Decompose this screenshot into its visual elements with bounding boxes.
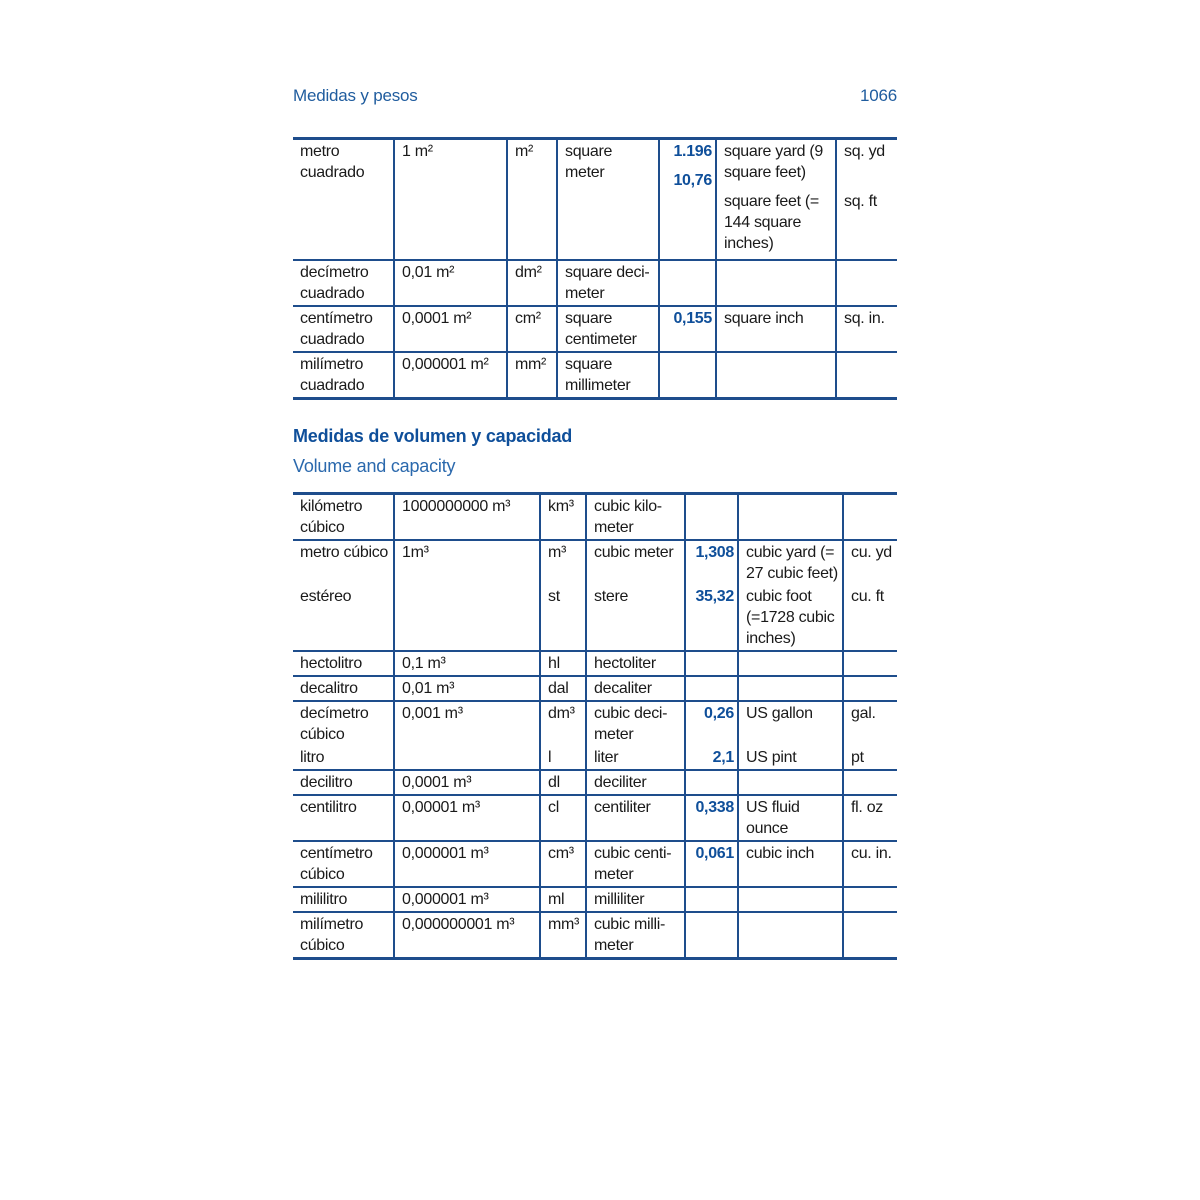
table-row (293, 795, 897, 841)
unit-symbol: st (540, 585, 586, 651)
english-name: milliliter (586, 887, 685, 912)
conversion-factor: 1,308 (685, 540, 738, 585)
metric-value: 0,000001 m³ (394, 887, 540, 912)
english-name: hectoliter (586, 651, 685, 676)
spanish-name: kilómetro cúbico (293, 494, 394, 541)
english-name: cubic centi-meter (586, 841, 685, 887)
imperial-unit: cubic foot (=1728 cubic inches) (738, 585, 843, 651)
spanish-name: milímetro cúbico (293, 912, 394, 959)
spanish-name: metro cuadrado (293, 139, 394, 261)
page-number: 1066 (859, 86, 897, 105)
spanish-name: decímetro cuadrado (293, 260, 394, 306)
unit-symbol: mm³ (540, 912, 586, 959)
unit-symbol: cl (540, 795, 586, 841)
chapter-title: Medidas y pesos (293, 86, 418, 105)
imperial-abbr: cu. ft (843, 585, 897, 651)
conversion-factor (685, 770, 738, 795)
metric-value: 0,01 m² (394, 260, 507, 306)
imperial-unit (716, 260, 836, 306)
english-name: cubic deci-meter (586, 701, 685, 746)
imperial-abbr (836, 352, 897, 399)
conversion-factor: 1.196 (673, 143, 712, 160)
imperial-abbr (843, 494, 897, 541)
imperial-abbr: cu. in. (843, 841, 897, 887)
metric-value: 1000000000 m³ (394, 494, 540, 541)
running-head (293, 86, 897, 106)
metric-value: 0,0001 m³ (394, 770, 540, 795)
conversion-factor (685, 651, 738, 676)
spanish-name: centímetro cuadrado (293, 306, 394, 352)
conversion-factor: 0,26 (685, 701, 738, 746)
metric-value: 0,000000001 m³ (394, 912, 540, 959)
imperial-abbr: cu. yd (843, 540, 897, 585)
imperial-unit: square inch (716, 306, 836, 352)
imperial-abbr: gal. (843, 701, 897, 746)
imperial-abbr (843, 651, 897, 676)
conversion-factor: 2,1 (685, 746, 738, 770)
imperial-abbr: sq. in. (836, 306, 897, 352)
english-name: cubic kilo-meter (586, 494, 685, 541)
unit-symbol: l (540, 746, 586, 770)
spanish-name: decalitro (293, 676, 394, 701)
imperial-unit: cubic inch (738, 841, 843, 887)
table-row (293, 352, 897, 399)
volume-table (293, 492, 897, 960)
english-name: square millimeter (557, 352, 659, 399)
unit-symbol: mm² (507, 352, 557, 399)
area-table (293, 137, 897, 400)
table-row (293, 260, 897, 306)
metric-value: 0,000001 m³ (394, 841, 540, 887)
metric-value: 0,1 m³ (394, 651, 540, 676)
imperial-unit: square yard (9 square feet) (724, 143, 823, 181)
english-name: square meter (557, 139, 659, 261)
unit-symbol: m² (507, 139, 557, 261)
spanish-name: hectolitro (293, 651, 394, 676)
conversion-factor: 0,061 (685, 841, 738, 887)
english-name: square deci-meter (557, 260, 659, 306)
imperial-abbr (843, 770, 897, 795)
table-row (293, 676, 897, 701)
unit-symbol: dm² (507, 260, 557, 306)
imperial-abbr (843, 676, 897, 701)
imperial-abbr (836, 260, 897, 306)
metric-value: 1 m² (394, 139, 507, 261)
english-name: cubic milli-meter (586, 912, 685, 959)
conversion-factor (685, 676, 738, 701)
table-row (293, 887, 897, 912)
english-name: cubic meter (586, 540, 685, 585)
imperial-abbr-cell (836, 139, 897, 261)
metric-value: 0,0001 m² (394, 306, 507, 352)
conversion-factor (685, 887, 738, 912)
conversion-factor (659, 352, 716, 399)
spanish-name: mililitro (293, 887, 394, 912)
conversion-factor: 35,32 (685, 585, 738, 651)
english-name: deciliter (586, 770, 685, 795)
spanish-name: litro (293, 746, 394, 770)
imperial-unit (738, 770, 843, 795)
unit-symbol: m³ (540, 540, 586, 585)
table-row (293, 494, 897, 541)
unit-symbol: ml (540, 887, 586, 912)
metric-value: 0,000001 m² (394, 352, 507, 399)
imperial-unit: square feet (= 144 square inches) (724, 193, 819, 252)
imperial-unit (738, 494, 843, 541)
table-row (293, 139, 897, 261)
imperial-abbr: sq. ft (844, 193, 877, 210)
table-row (293, 540, 897, 585)
english-name: liter (586, 746, 685, 770)
imperial-unit (738, 676, 843, 701)
unit-symbol: dm³ (540, 701, 586, 746)
imperial-abbr (843, 912, 897, 959)
imperial-unit (738, 887, 843, 912)
imperial-unit: US pint (738, 746, 843, 770)
english-name: stere (586, 585, 685, 651)
imperial-abbr: fl. oz (843, 795, 897, 841)
table-row (293, 912, 897, 959)
unit-symbol: dal (540, 676, 586, 701)
imperial-abbr: pt (843, 746, 897, 770)
section-subtitle: Volume and capacity (293, 456, 456, 476)
metric-value: 0,01 m³ (394, 676, 540, 701)
conversion-factor (685, 494, 738, 541)
table-row (293, 701, 897, 746)
spanish-name: estéreo (293, 585, 394, 651)
spanish-name: milímetro cuadrado (293, 352, 394, 399)
table-row (293, 746, 897, 770)
section-title: Medidas de volumen y capacidad (293, 426, 573, 446)
spanish-name: centímetro cúbico (293, 841, 394, 887)
metric-value: 0,00001 m³ (394, 795, 540, 841)
imperial-abbr: sq. yd (844, 143, 885, 160)
metric-value: 0,001 m³ (394, 701, 540, 770)
imperial-unit: US fluid ounce (738, 795, 843, 841)
conversion-factor: 10,76 (673, 172, 712, 189)
table-row (293, 306, 897, 352)
spanish-name: decímetro cúbico (300, 705, 369, 743)
imperial-unit (738, 912, 843, 959)
unit-symbol: hl (540, 651, 586, 676)
spanish-name: centilitro (293, 795, 394, 841)
spanish-name: metro cúbico (300, 544, 388, 561)
conversion-factor (685, 912, 738, 959)
imperial-unit-cell (716, 139, 836, 261)
metric-value: 1m³ (394, 540, 540, 651)
spanish-name: decilitro (293, 770, 394, 795)
imperial-unit (716, 352, 836, 399)
conversion-factor (659, 260, 716, 306)
imperial-abbr (843, 887, 897, 912)
english-name: square centimeter (557, 306, 659, 352)
imperial-unit (738, 651, 843, 676)
unit-symbol: cm² (507, 306, 557, 352)
table-row (293, 651, 897, 676)
unit-symbol: dl (540, 770, 586, 795)
imperial-unit: US gallon (738, 701, 843, 746)
imperial-unit: cubic yard (= 27 cubic feet) (738, 540, 843, 585)
table-row (293, 841, 897, 887)
unit-symbol: km³ (540, 494, 586, 541)
unit-symbol: cm³ (540, 841, 586, 887)
conversion-factor: 0,155 (659, 306, 716, 352)
table-row (293, 770, 897, 795)
table-row (293, 585, 897, 651)
conversion-factor-cell (659, 139, 716, 261)
english-name: decaliter (586, 676, 685, 701)
conversion-factor: 0,338 (685, 795, 738, 841)
english-name: centiliter (586, 795, 685, 841)
